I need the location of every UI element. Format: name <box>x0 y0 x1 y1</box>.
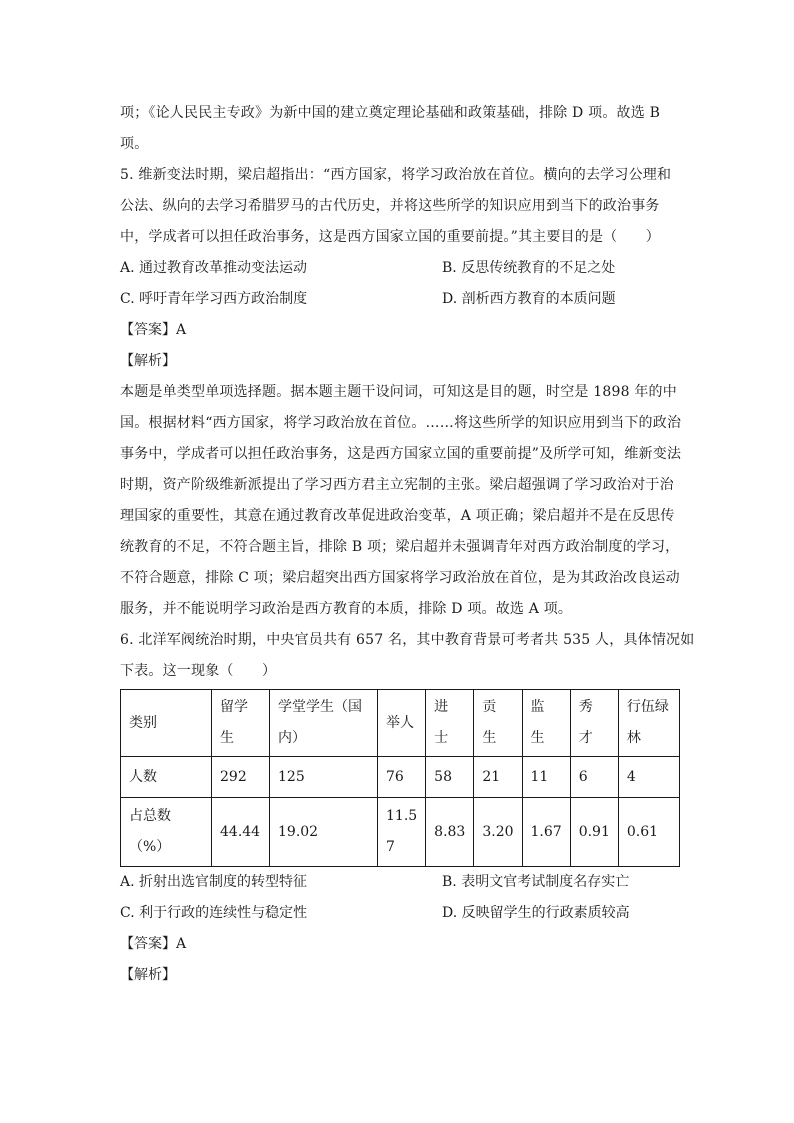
question-stem-line: 5. 维新变法时期，梁启超指出：“西方国家，将学习政治放在首位。横向的去学习公理和 <box>120 167 672 183</box>
header-cell: 进 士 <box>426 690 474 757</box>
header-cell: 类别 <box>121 690 212 757</box>
options-row <box>120 898 680 929</box>
header-cell: 行伍绿 林 <box>618 690 679 757</box>
table-cell: 3.20 <box>474 798 522 867</box>
table-cell: 6 <box>570 757 618 798</box>
answer-label: 【答案】A <box>120 936 187 952</box>
table-row-percent <box>121 798 680 867</box>
table-cell: 11.5 7 <box>378 798 426 867</box>
table-cell: 21 <box>474 757 522 798</box>
analysis-line: 服务，并不能说明学习政治是西方教育的本质，排除 D 项。故选 A 项。 <box>120 601 573 617</box>
analysis-line: 理国家的重要性，其意在通过教育改革促进政治变革，A 项正确；梁启超并不是在反思传 <box>120 508 675 524</box>
text-line: 项；《论人民民主专政》为新中国的建立奠定理论基础和政策基础，排除 D 项。故选 B <box>120 105 661 121</box>
analysis-label: 【解析】 <box>120 967 176 983</box>
official-background-table <box>120 689 680 867</box>
analysis-line: 事务中，学成者可以担任政治事务，这是西方国家立国的重要前提”及所学可知，维新变法 <box>120 446 682 462</box>
header-cell: 举人 <box>378 690 426 757</box>
analysis-line: 统教育的不足，不符合题主旨，排除 B 项；梁启超并未强调青年对西方政治制度的学习， <box>120 539 680 555</box>
table-row-count <box>121 757 680 798</box>
analysis-line: 时期，资产阶级维新派提出了学习西方君主立宪制的主张。梁启超强调了学习政治对于治 <box>120 477 674 493</box>
table-cell: 0.61 <box>618 798 679 867</box>
document-page <box>120 98 695 991</box>
table-cell: 125 <box>270 757 378 798</box>
options-row <box>120 867 680 898</box>
header-cell: 留学 生 <box>212 690 270 757</box>
table-cell: 76 <box>378 757 426 798</box>
table-cell: 8.83 <box>426 798 474 867</box>
option-a: A. 通过教育改革推动变法运动 <box>120 260 308 276</box>
analysis-line: 国。根据材料“西方国家，将学习政治放在首位。……将这些所学的知识应用到当下的政治 <box>120 415 682 431</box>
table-cell: 11 <box>522 757 570 798</box>
table-header-row <box>121 690 680 757</box>
answer-label: 【答案】A <box>120 322 187 338</box>
question-stem-line: 公法、纵向的去学习希腊罗马的古代历史，并将这些所学的知识应用到当下的政治事务 <box>120 198 660 214</box>
table-cell: 占总数 （%） <box>121 798 212 867</box>
header-cell: 贡 生 <box>474 690 522 757</box>
table-cell: 292 <box>212 757 270 798</box>
header-cell: 学堂学生（国 内） <box>270 690 378 757</box>
question-stem-line: 下表。这一现象（ ） <box>120 663 277 679</box>
analysis-label: 【解析】 <box>120 353 176 369</box>
table-cell: 4 <box>618 757 679 798</box>
question-5 <box>120 160 680 625</box>
option-b: B. 表明文官考试制度名存实亡 <box>442 874 630 890</box>
options-row <box>120 284 680 315</box>
table-cell: 19.02 <box>270 798 378 867</box>
options-row <box>120 253 680 284</box>
question-6 <box>120 625 695 991</box>
question-stem-line: 6. 北洋军阀统治时期，中央官员共有 657 名，其中教育背景可考者共 535 人，具体情况如 <box>120 632 695 648</box>
header-cell: 监 生 <box>522 690 570 757</box>
text-line: 项。 <box>120 136 149 152</box>
analysis-line: 不符合题意，排除 C 项；梁启超突出西方国家将学习政治放在首位，是为其政治改良运动 <box>120 570 680 586</box>
option-a: A. 折射出选官制度的转型特征 <box>120 874 308 890</box>
option-c: C. 利于行政的连续性与稳定性 <box>120 905 308 921</box>
table-cell: 1.67 <box>522 798 570 867</box>
option-d: D. 反映留学生的行政素质较高 <box>442 905 630 921</box>
option-b: B. 反思传统教育的不足之处 <box>442 260 616 276</box>
analysis-line: 本题是单类型单项选择题。据本题主题干设问词，可知这是目的题，时空是 1898 年的中 <box>120 384 677 400</box>
table-cell: 0.91 <box>570 798 618 867</box>
question-stem-line: 中，学成者可以担任政治事务，这是西方国家立国的重要前提。”其主要目的是（ ） <box>120 229 660 245</box>
option-d: D. 剖析西方教育的本质问题 <box>442 291 616 307</box>
table-cell: 44.44 <box>212 798 270 867</box>
header-cell: 秀 才 <box>570 690 618 757</box>
table-cell: 58 <box>426 757 474 798</box>
table-cell: 人数 <box>121 757 212 798</box>
option-c: C. 呼吁青年学习西方政治制度 <box>120 291 308 307</box>
